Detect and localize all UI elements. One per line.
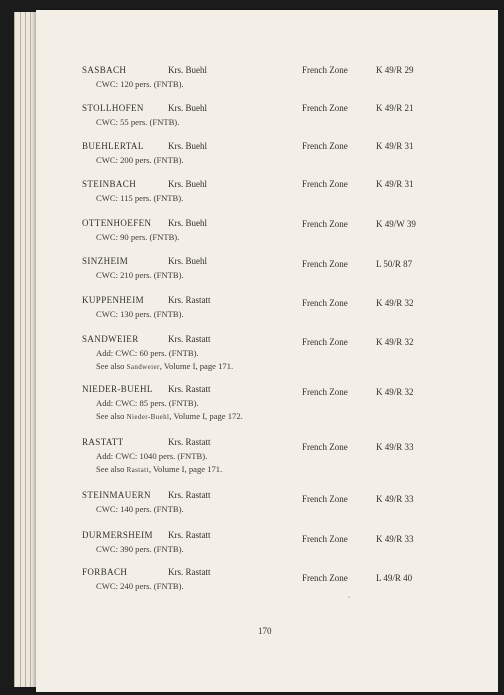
place-entry	[36, 334, 498, 374]
see-also-ref: Sandweier	[126, 363, 160, 371]
grid-reference: K 49/R 32	[376, 298, 414, 308]
document-page	[36, 10, 498, 692]
page-number: 170	[258, 626, 272, 636]
place-name: RASTATT	[82, 437, 124, 447]
county-name: Krs. Rastatt	[168, 530, 211, 540]
zone-name: French Zone	[302, 573, 348, 583]
tick-mark: ˚	[348, 597, 350, 603]
see-also-note	[96, 410, 498, 424]
entry-detail: CWC: 130 pers. (FNTB).	[96, 309, 184, 319]
place-name: SASBACH	[82, 65, 127, 75]
entry-detail: CWC: 120 pers. (FNTB).	[96, 79, 184, 89]
zone-name: French Zone	[302, 103, 348, 113]
county-name: Krs. Buehl	[168, 103, 207, 113]
see-also-post: , Volume I, page 171.	[148, 464, 223, 474]
zone-name: French Zone	[302, 337, 348, 347]
see-also-post: , Volume I, page 171.	[159, 361, 234, 371]
grid-reference: K 49/R 21	[376, 103, 414, 113]
entry-detail: CWC: 140 pers. (FNTB).	[96, 504, 184, 514]
place-name: SANDWEIER	[82, 334, 139, 344]
place-name: DURMERSHEIM	[82, 530, 153, 540]
grid-reference: K 49/R 33	[376, 534, 414, 544]
see-also-post: , Volume I, page 172.	[169, 411, 243, 421]
place-name: STEINBACH	[82, 179, 137, 189]
zone-name: French Zone	[302, 494, 348, 504]
place-name: STEINMAUERN	[82, 490, 151, 500]
county-name: Krs. Buehl	[168, 218, 207, 228]
zone-name: French Zone	[302, 442, 348, 452]
zone-name: French Zone	[302, 219, 348, 229]
county-name: Krs. Rastatt	[168, 490, 211, 500]
place-entry	[36, 65, 498, 91]
see-also-ref: Rastatt	[126, 466, 149, 474]
place-entry	[36, 256, 498, 282]
entry-detail: CWC: 240 pers. (FNTB).	[96, 581, 184, 591]
county-name: Krs. Rastatt	[168, 384, 211, 394]
place-entry	[36, 384, 498, 424]
entry-detail: CWC: 200 pers. (FNTB).	[96, 155, 184, 165]
zone-name: French Zone	[302, 141, 348, 151]
entry-detail: CWC: 90 pers. (FNTB).	[96, 232, 180, 242]
see-also-note	[96, 360, 498, 374]
grid-reference: L 50/R 87	[376, 259, 413, 269]
place-name: FORBACH	[82, 567, 128, 577]
zone-name: French Zone	[302, 65, 348, 75]
place-entry	[36, 295, 498, 321]
grid-reference: K 49/R 33	[376, 442, 414, 452]
grid-reference: K 49/R 33	[376, 494, 414, 504]
grid-reference: K 49/W 39	[376, 219, 416, 229]
entry-detail: CWC: 210 pers. (FNTB).	[96, 270, 184, 280]
zone-name: French Zone	[302, 387, 348, 397]
grid-reference: K 49/R 31	[376, 141, 414, 151]
grid-reference: K 49/R 32	[376, 387, 414, 397]
see-also-ref: Nieder-Buehl	[126, 413, 170, 421]
county-name: Krs. Buehl	[168, 65, 207, 75]
place-name: BUEHLERTAL	[82, 141, 144, 151]
county-name: Krs. Buehl	[168, 141, 207, 151]
see-also-pre: See also	[96, 361, 127, 371]
place-entry	[36, 530, 498, 556]
entry-detail: Add: CWC: 85 pers. (FNTB).	[96, 398, 199, 408]
place-name: OTTENHOEFEN	[82, 218, 152, 228]
place-name: NIEDER-BUEHL	[82, 384, 153, 394]
entry-detail: CWC: 55 pers. (FNTB).	[96, 117, 180, 127]
grid-reference: K 49/R 29	[376, 65, 414, 75]
place-entry	[36, 218, 498, 244]
entry-detail: CWC: 390 pers. (FNTB).	[96, 544, 184, 554]
county-name: Krs. Buehl	[168, 256, 207, 266]
grid-reference: K 49/R 32	[376, 337, 414, 347]
county-name: Krs. Rastatt	[168, 567, 211, 577]
zone-name: French Zone	[302, 298, 348, 308]
see-also-pre: See also	[96, 411, 127, 421]
place-name: KUPPENHEIM	[82, 295, 145, 305]
entry-detail: CWC: 115 pers. (FNTB).	[96, 193, 184, 203]
county-name: Krs. Rastatt	[168, 334, 211, 344]
place-entry	[36, 567, 498, 593]
entry-detail: Add: CWC: 60 pers. (FNTB).	[96, 348, 199, 358]
place-entry	[36, 103, 498, 129]
grid-reference: K 49/R 31	[376, 179, 414, 189]
county-name: Krs. Rastatt	[168, 295, 211, 305]
entry-detail: Add: CWC: 1040 pers. (FNTB).	[96, 451, 208, 461]
place-entry	[36, 437, 498, 477]
place-entry	[36, 141, 498, 167]
place-name: STOLLHOFEN	[82, 103, 144, 113]
place-entry	[36, 490, 498, 516]
place-entry	[36, 179, 498, 205]
place-name: SINZHEIM	[82, 256, 129, 266]
county-name: Krs. Rastatt	[168, 437, 211, 447]
grid-reference: L 49/R 40	[376, 573, 413, 583]
zone-name: French Zone	[302, 179, 348, 189]
county-name: Krs. Buehl	[168, 179, 207, 189]
zone-name: French Zone	[302, 534, 348, 544]
zone-name: French Zone	[302, 259, 348, 269]
see-also-note	[96, 463, 498, 477]
see-also-pre: See also	[96, 464, 127, 474]
